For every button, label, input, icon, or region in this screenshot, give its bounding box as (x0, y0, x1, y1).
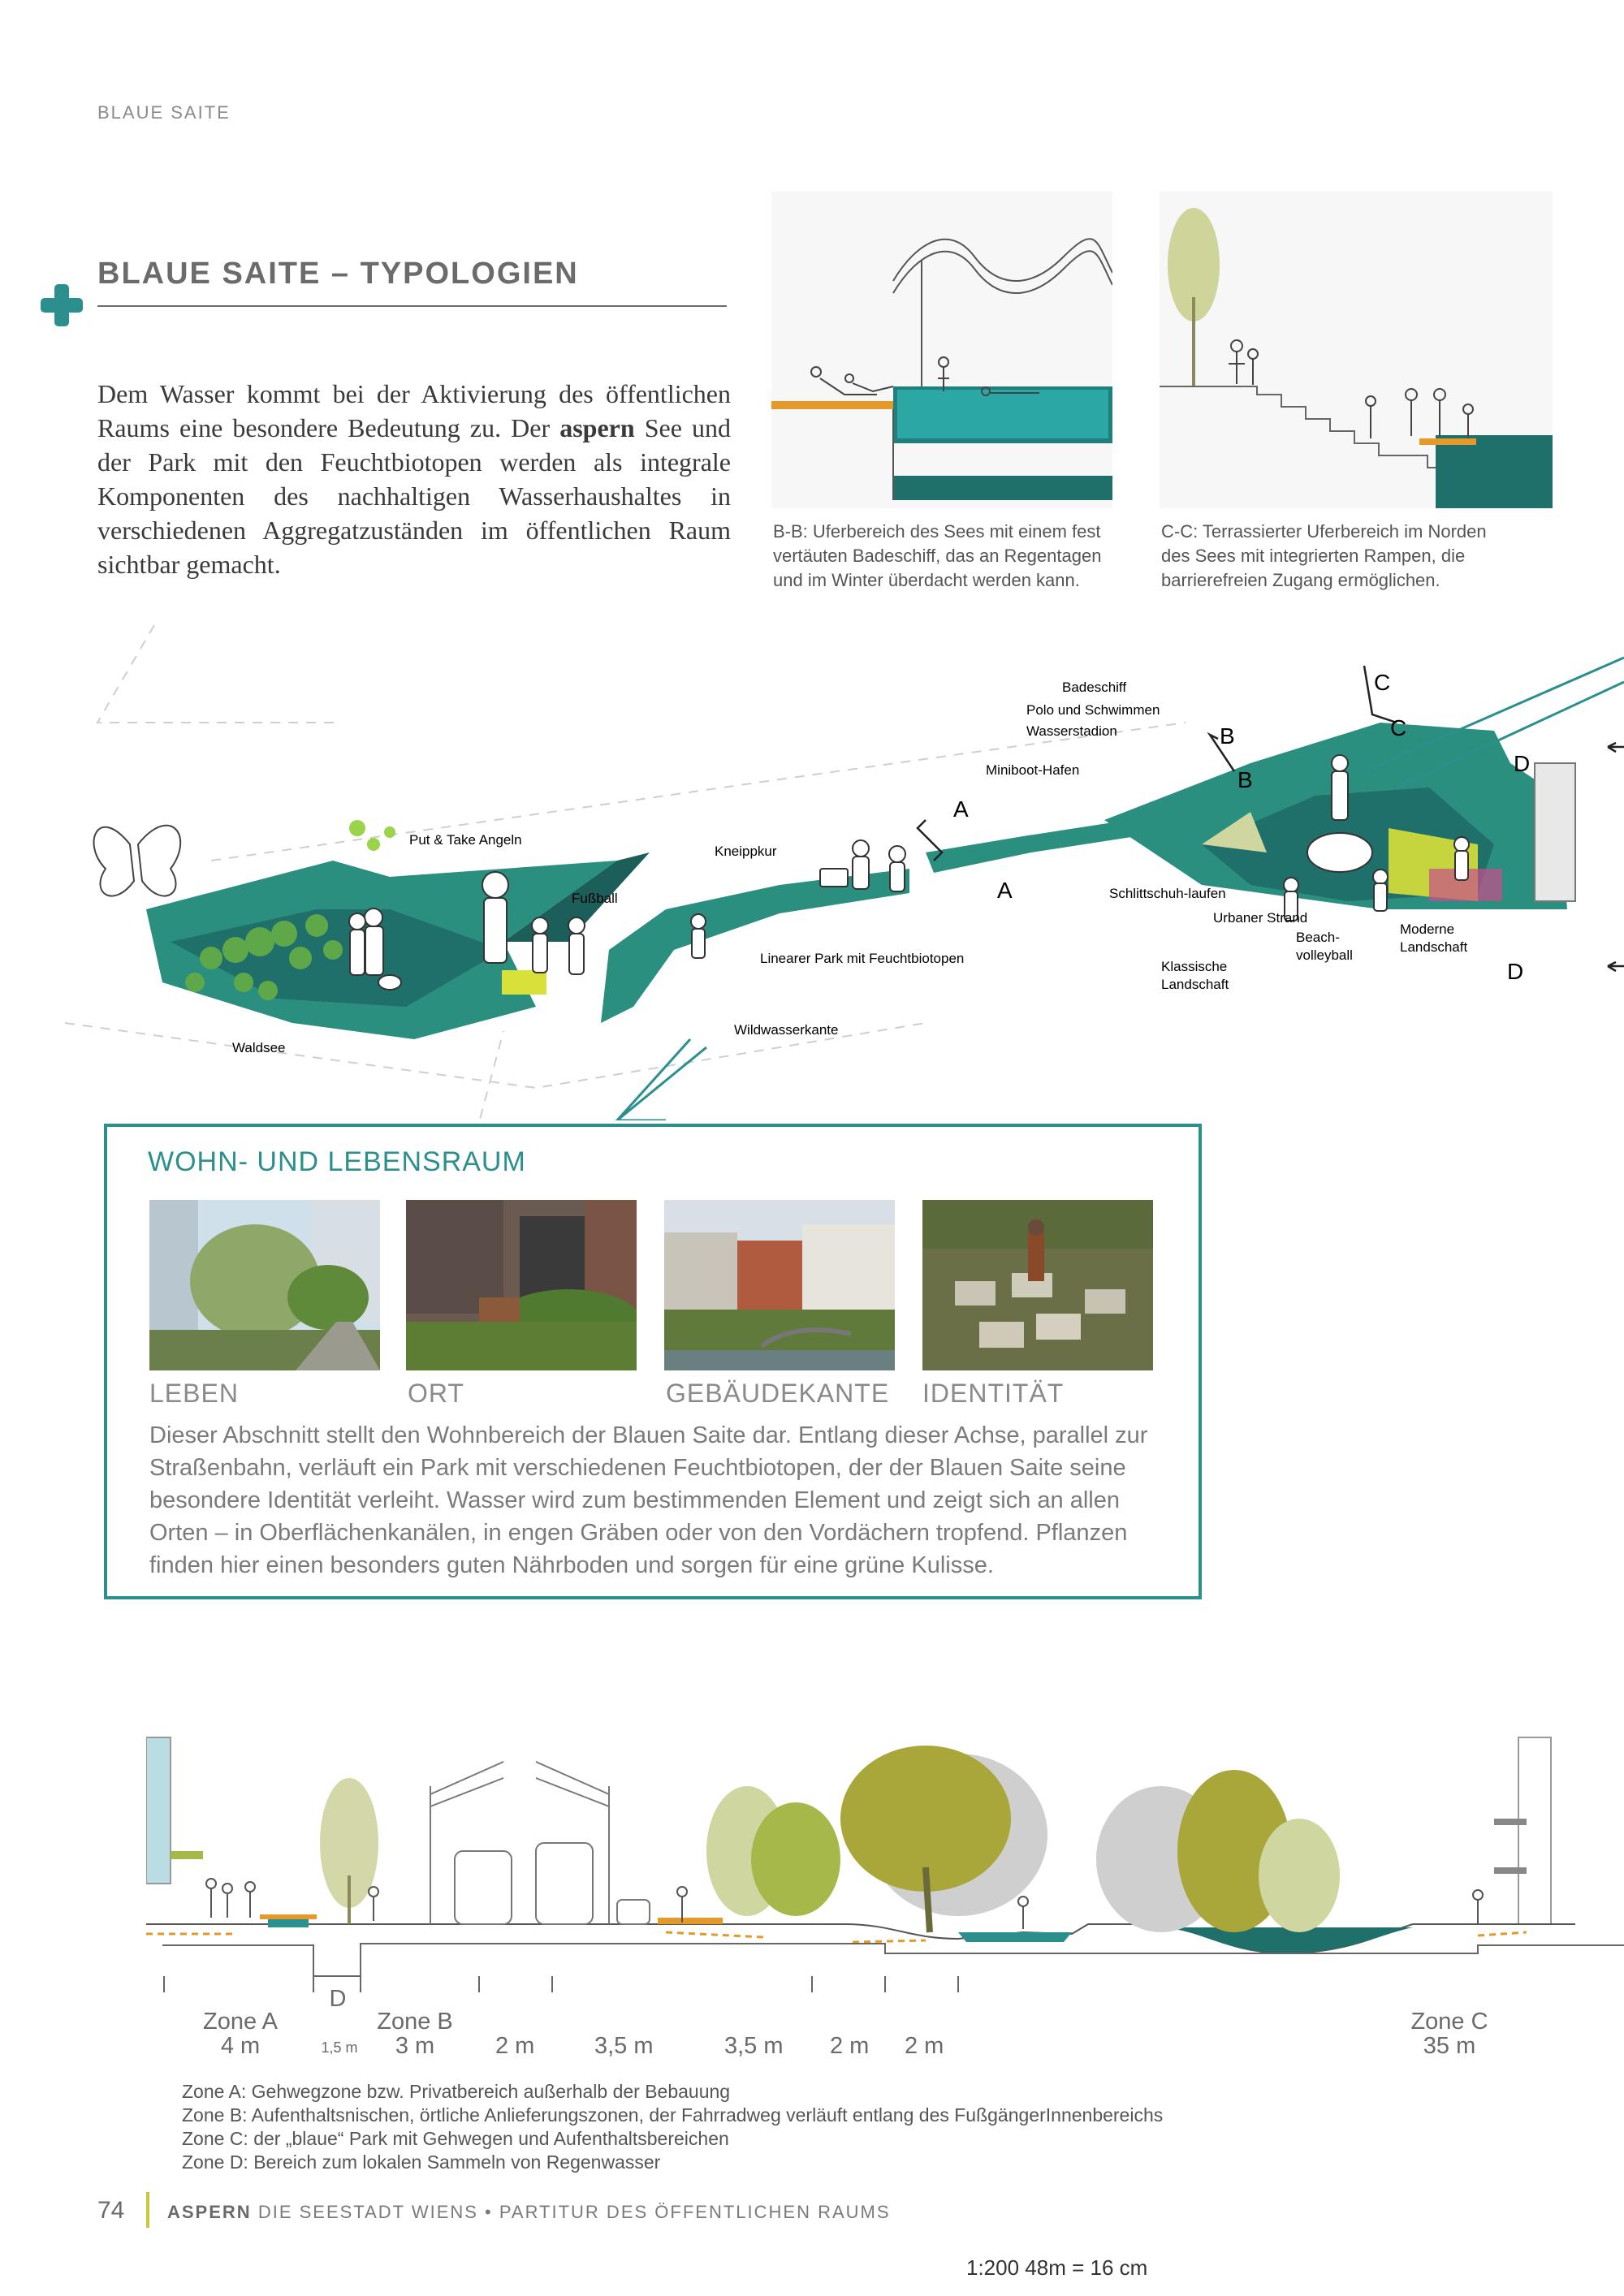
plan-label-beach-1: Beach- (1296, 930, 1340, 945)
plan-label-polo: Polo und Schwimmen (1026, 702, 1160, 718)
title-divider (97, 305, 727, 307)
zone-measure-1: 2 m (495, 2033, 535, 2059)
plan-label-klassische-2: Landschaft (1161, 977, 1229, 992)
footer-text (167, 2202, 891, 2223)
section-cc-caption: C-C: Terrassierter Uferbereich im Norden des Sees mit integrierten Rampen, die barrierefreien Zugang ermöglichen. (1161, 521, 1487, 590)
section-bb-drawing (771, 192, 1112, 508)
intro-text-1: Dem Wasser kommt bei der Aktivierung des öffentlichen Raums eine besondere Bedeutung zu. Der (97, 379, 731, 442)
zone-c-width: 35 m (1423, 2033, 1476, 2059)
footer-subtitle: DIE SEESTADT WIENS • PARTITUR DES ÖFFENTLICHEN RAUMS (257, 2202, 891, 2222)
footer-divider (146, 2192, 149, 2228)
plan-label-miniboot: Miniboot-Hafen (986, 762, 1080, 778)
zone-a-width: 4 m (220, 2033, 261, 2059)
zone-brackets (162, 1936, 1624, 1992)
footer-brand: ASPERN (167, 2202, 252, 2222)
photo-ort (406, 1200, 637, 1370)
marker-b-1: B (1220, 723, 1235, 749)
marker-d-1: D (1514, 751, 1531, 776)
plus-icon (37, 281, 86, 330)
zone-measure-2: 3,5 m (594, 2033, 654, 2059)
marker-a-2: A (997, 878, 1013, 903)
photo-label-ort: ORT (408, 1379, 464, 1408)
plan-label-klassische-1: Klassische (1161, 959, 1228, 974)
intro-text-2: See und der Park mit den Feuchtbiotopen werden als integrale Komponenten des nachhaltigen Wasserhaushaltes in verschiedenen Aggregatzuständen im öffentlichen Raum sichtbar gemacht. (97, 413, 731, 579)
photo-label-identitaet: IDENTITÄT (922, 1379, 1065, 1408)
plan-label-put-take: Put & Take Angeln (409, 832, 522, 848)
street-cross-section (146, 1729, 1575, 2054)
section-bb-caption: B-B: Uferbereich des Sees mit einem fest vertäuten Badeschiff, das an Regentagen und im Winter überdacht werden kann. (773, 521, 1102, 590)
zone-b-label: Zone B (377, 2009, 453, 2035)
photo-leben (149, 1200, 380, 1370)
info-box-title: WOHN- UND LEBENSRAUM (148, 1146, 526, 1177)
plan-label-badeschiff: Badeschiff (1062, 680, 1127, 695)
info-box-text: Dieser Abschnitt stellt den Wohnbereich der Blauen Saite dar. Entlang dieser Achse, parallel zur Straßenbahn, verläuft ein Park mit verschiedenen Feuchtbiotopen, der der Blauen Saite seine besondere Identität verleiht. Wasser wird zum bestimmenden Element und zeigt sich an allen Orten – in Oberflächenkanälen, in engen Gräben oder von den Vordächern tropfend. Pflanzen finden hier einen besonders guten Nährboden und sorgen für eine grüne Kulisse. (149, 1422, 1148, 1578)
marker-a-1: A (953, 796, 969, 822)
intro-paragraph (97, 377, 731, 581)
plan-label-schlittschuh: Schlittschuh-laufen (1109, 886, 1226, 901)
plan-label-beach-2: volleyball (1296, 947, 1353, 963)
zone-legend (182, 2080, 1163, 2174)
zone-d-label: D (329, 1986, 347, 2012)
plan-label-moderne-1: Moderne (1400, 921, 1455, 937)
plan-label-linearer-park: Linearer Park mit Feuchtbiotopen (760, 951, 965, 966)
plan-label-waldsee: Waldsee (232, 1040, 286, 1055)
marker-d-2: D (1507, 959, 1524, 984)
section-cc-drawing (1160, 192, 1553, 508)
photo-gebaeudekante (664, 1200, 895, 1370)
photo-label-gebaeudekante: GEBÄUDEKANTE (666, 1379, 890, 1408)
legend-zone-c: Zone C: der „blaue“ Park mit Gehwegen und Aufenthaltsbereichen (182, 2128, 729, 2149)
running-head: BLAUE SAITE (97, 102, 231, 123)
scale-note: 1:200 48m = 16 cm (966, 2255, 1148, 2280)
plan-label-kneipp: Kneippkur (715, 844, 777, 859)
legend-zone-d: Zone D: Bereich zum lokalen Sammeln von Regenwasser (182, 2151, 661, 2173)
legend-zone-a: Zone A: Gehwegzone bzw. Privatbereich außerhalb der Bebauung (182, 2081, 731, 2102)
plan-label-urbaner-strand: Urbaner Strand (1213, 910, 1308, 926)
zone-measure-4: 2 m (830, 2033, 870, 2059)
marker-b-2: B (1237, 767, 1253, 792)
plan-label-wildwasser: Wildwasserkante (734, 1022, 839, 1038)
plan-label-fussball: Fußball (572, 891, 618, 906)
marker-c-2: C (1390, 715, 1407, 740)
marker-c-1: C (1374, 670, 1391, 695)
zone-b-width: 3 m (395, 2033, 435, 2059)
page-number: 74 (97, 2197, 125, 2224)
plan-label-wasserstadion: Wasserstadion (1026, 723, 1117, 739)
intro-brand: aspern (559, 413, 635, 442)
zone-measure-3: 3,5 m (724, 2033, 784, 2059)
photo-label-leben: LEBEN (149, 1379, 239, 1408)
plan-label-moderne-2: Landschaft (1400, 939, 1468, 955)
legend-zone-b: Zone B: Aufenthaltsnischen, örtliche Anlieferungszonen, der Fahrradweg verläuft entlang des FußgängerInnenbereichs (182, 2104, 1164, 2126)
zone-c-label: Zone C (1410, 2009, 1488, 2035)
zone-measure-5: 2 m (905, 2033, 944, 2059)
photo-identitaet (922, 1200, 1153, 1370)
page-title: BLAUE SAITE – TYPOLOGIEN (97, 257, 579, 291)
axonometric-plan (49, 601, 1624, 1120)
zone-a-label: Zone A (203, 2009, 278, 2035)
zone-d-width: 1,5 m (321, 2039, 358, 2056)
